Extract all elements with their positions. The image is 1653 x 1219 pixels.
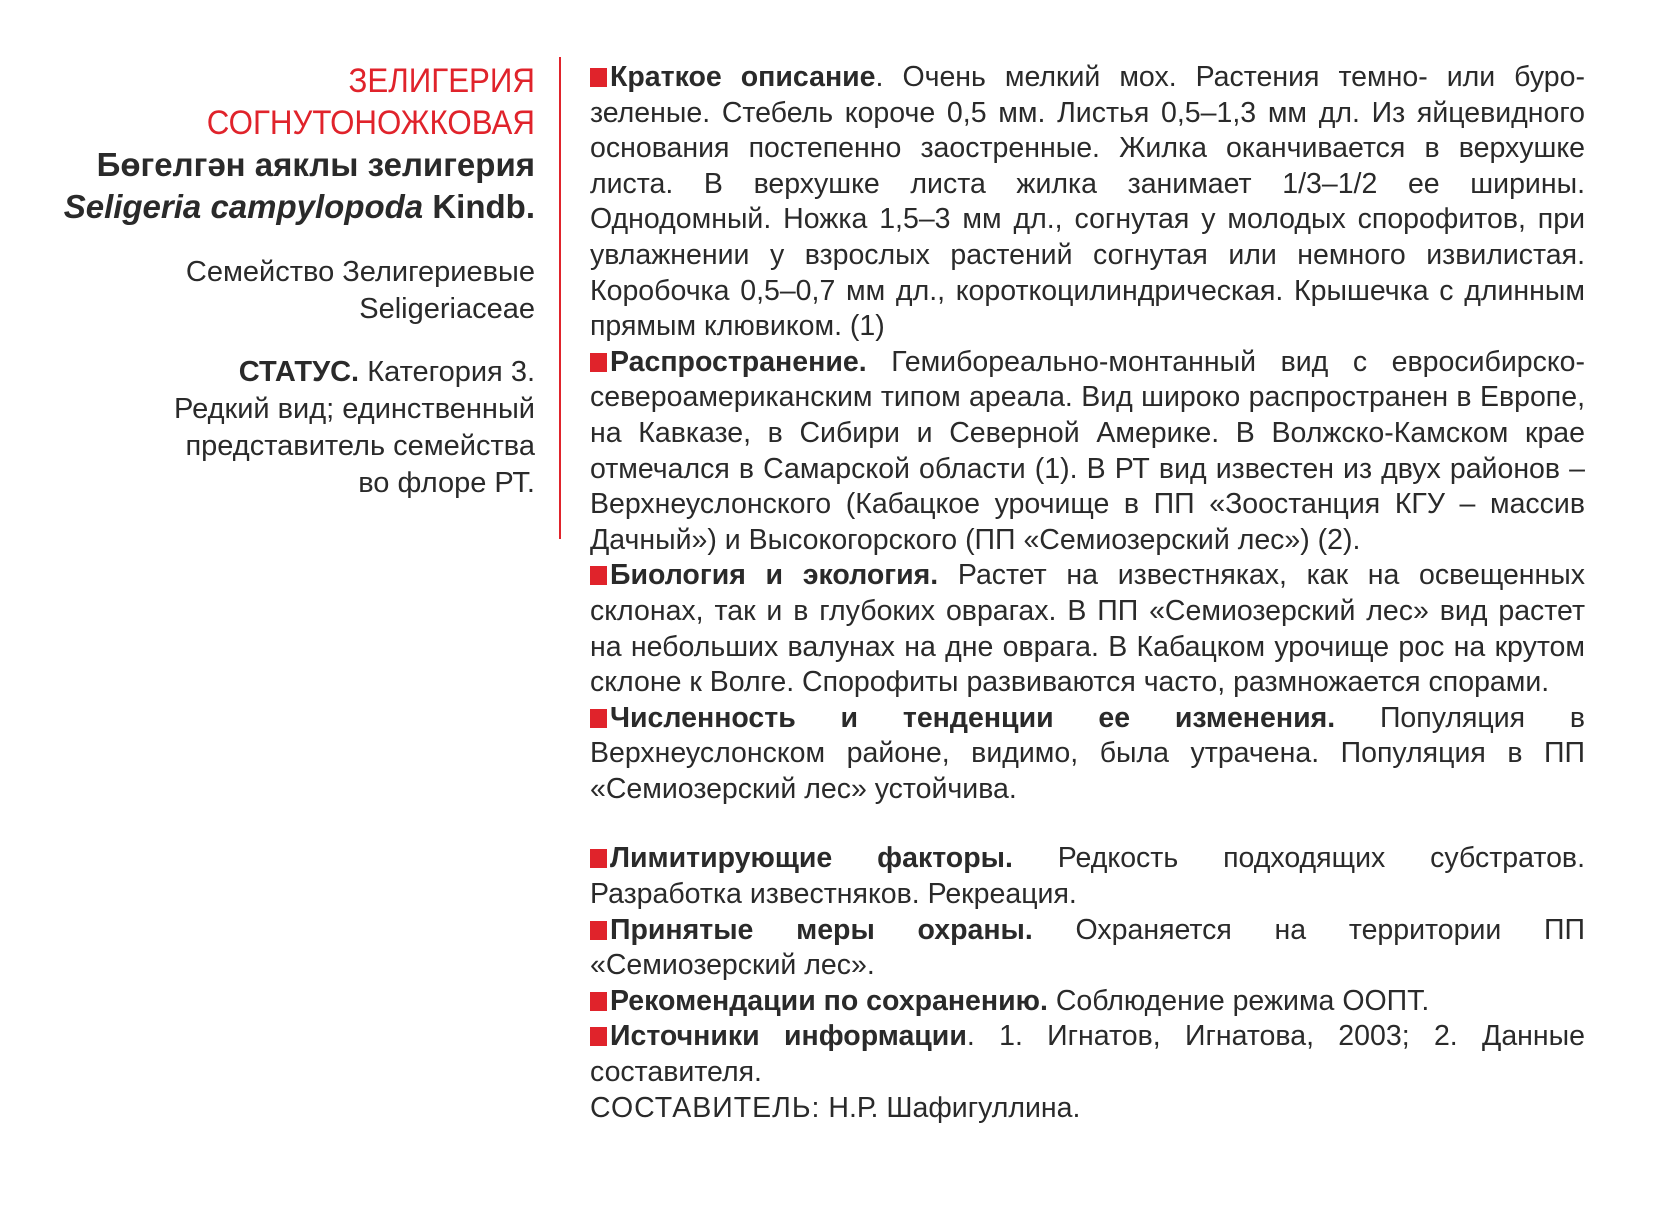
section-distribution — [590, 345, 1585, 559]
red-square-bullet-icon — [590, 566, 607, 585]
red-square-bullet-icon — [590, 709, 607, 728]
section-text: Популяция в Верхнеуслонском районе, видимо, была утрачена. Популяция в ПП «Семиозерский лес» устойчива. — [590, 701, 1586, 805]
species-name-latin — [40, 186, 535, 228]
species-name-ru-line1: ЗЕЛИГЕРИЯ — [348, 62, 535, 100]
section-limiting-factors — [590, 841, 1585, 912]
status-line4: во флоре РТ. — [358, 467, 535, 499]
section-protection-measures — [590, 913, 1585, 984]
latin-author: Kindb. — [432, 188, 535, 225]
status-label: СТАТУС. — [238, 356, 360, 388]
section-heading: Источники информации — [610, 1020, 967, 1053]
family-name-ru: Семейство Зелигериевые — [185, 256, 535, 288]
compiler-label: СОСТАВИТЕЛЬ: — [590, 1091, 821, 1124]
section-text: . 1. Игнатов, Игнатова, 2003; 2. Данные составителя. — [590, 1020, 1585, 1089]
section-heading: Распространение. — [610, 345, 867, 378]
section-heading: Численность и тенденции ее изменения. — [610, 701, 1336, 734]
status-line3: представитель семейства — [185, 430, 535, 462]
section-text: . Очень мелкий мох. Растения темно- или буро-зеленые. Стебель короче 0,5 мм. Листья 0,5–1,3 мм дл. Из яйцевидного основания постепенно заостренные. Жилка оканчивается в верхушке листа. В верхушке листа жилка занимает 1/3–1/2 ее ширины. Однодомный. Ножка 1,5–3 мм дл., согнутая у молодых спорофитов, при увлажнении у взрослых растений согнутая или немного извилистая. Коробочка 0,5–0,7 мм дл., короткоцилиндрическая. Крышечка с длинным прямым клювиком. (1) — [590, 61, 1585, 343]
status-block — [40, 354, 535, 502]
section-heading: Биология и экология. — [610, 559, 939, 592]
section-text: Растет на известняках, как на освещенных склонах, так и в глубоких оврагах. В ПП «Семиозерский лес» вид растет на небольших валунах на дне оврага. В Кабацком урочище рос на крутом склоне к Волге. Спорофиты развиваются часто, размножается спорами. — [590, 559, 1586, 699]
species-name-tatar: Бөгелгән аяклы зелигерия — [96, 146, 535, 183]
red-square-bullet-icon — [590, 921, 607, 940]
section-text: Редкость подходящих субстратов. Разработка известняков. Рекреация. — [590, 842, 1585, 911]
section-recommendations — [590, 984, 1585, 1020]
status-line1 — [40, 354, 535, 391]
section-text: Гемибореально-монтанный вид с евросибирско-североамериканским типом ареала. Вид широко распространен в Европе, на Кавказе, в Сибири и Северной Америке. В Волжско-Камском крае отмечался в Самарской области (1). В РТ вид известен из двух районов – Верхнеуслонского (Кабацкое урочище в ПП «Зоостанция КГУ – массив Дачный») и Высокогорского (ПП «Семиозерский лес») (2). — [590, 345, 1585, 556]
family-block — [40, 254, 535, 328]
section-text: Охраняется на территории ПП «Семиозерский лес». — [590, 913, 1586, 982]
latin-binomial: Seligeria campylopoda — [63, 188, 424, 225]
section-description — [590, 60, 1585, 345]
status-line2: Редкий вид; единственный — [174, 393, 535, 425]
section-biology — [590, 558, 1585, 700]
red-square-bullet-icon — [590, 353, 607, 372]
section-text: Соблюдение режима ООПТ. — [1047, 984, 1430, 1017]
red-square-bullet-icon — [590, 1027, 607, 1046]
compiler-line — [590, 1091, 1585, 1127]
family-name-latin: Seligeriaceae — [359, 293, 535, 325]
section-heading: Лимитирующие факторы. — [610, 842, 1013, 875]
section-heading: Принятые меры охраны. — [610, 913, 1033, 946]
species-header — [40, 60, 535, 502]
vertical-divider — [559, 57, 561, 539]
section-sources — [590, 1019, 1585, 1090]
section-heading: Рекомендации по сохранению. — [610, 984, 1048, 1017]
red-square-bullet-icon — [590, 68, 607, 87]
red-square-bullet-icon — [590, 849, 607, 868]
compiler-name: Н.Р. Шафигуллина. — [828, 1091, 1081, 1124]
species-name-ru-line2: СОГНУТОНОЖКОВАЯ — [206, 104, 535, 142]
section-abundance — [590, 701, 1585, 808]
status-category: Категория 3. — [367, 356, 535, 388]
species-description — [590, 60, 1585, 1126]
section-heading: Краткое описание — [610, 61, 876, 93]
red-square-bullet-icon — [590, 992, 607, 1011]
